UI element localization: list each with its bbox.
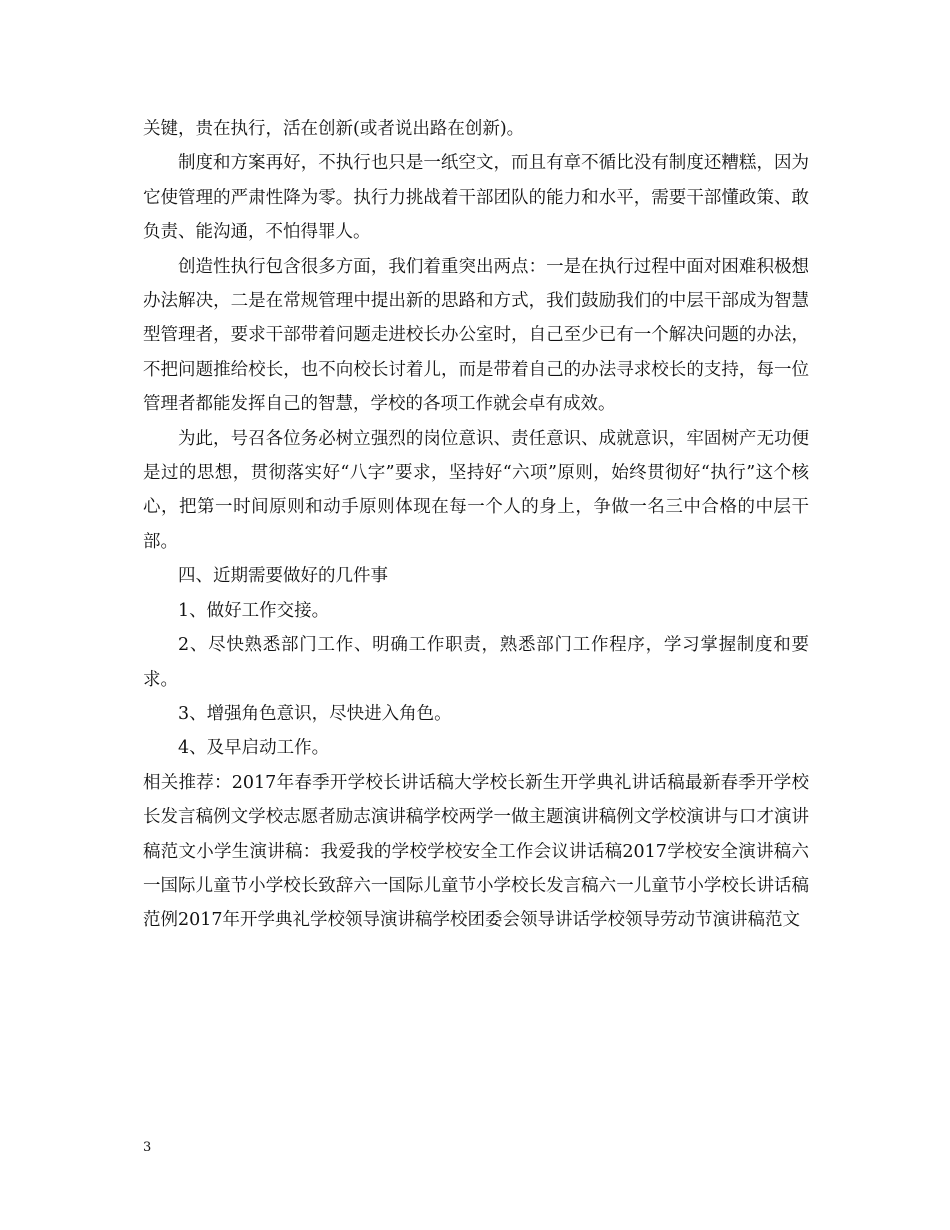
list-item-2: 2、尽快熟悉部门工作、明确工作职责，熟悉部门工作程序，学习掌握制度和要求。: [143, 635, 809, 690]
paragraph-system-execution: 制度和方案再好，不执行也只是一纸空文，而且有章不循比没有制度还糟糕，因为它使管理的严肃性降为零。执行力挑战着干部团队的能力和水平，需要干部懂政策、敢负责、能沟通，不怕得罪人。: [143, 153, 809, 243]
list-item-1: 1、做好工作交接。: [178, 600, 330, 621]
paragraph-creative-execution: 创造性执行包含很多方面，我们着重突出两点：一是在执行过程中面对困难积极想办法解决，二是在常规管理中提出新的思路和方式，我们鼓励我们的中层干部成为智慧型管理者，要求干部带着问题走进校长办公室时，自己至少已有一个解决问题的办法，不把问题推给校长，也不向校长讨着儿，而是带着自己的办法寻求校长的支持，每一位管理者都能发挥自己的智慧，学校的各项工作就会卓有成效。: [143, 256, 809, 415]
paragraph-continuation: 关键，贵在执行，活在创新(或者说出路在创新)。: [143, 119, 525, 139]
page-number: 3: [143, 1140, 152, 1155]
list-item-4: 4、及早启动工作。: [178, 738, 330, 759]
section-heading-recent-tasks: 四、近期需要做好的几件事: [178, 566, 388, 587]
document-page: [143, 112, 809, 938]
related-recommendations: 相关推荐：2017年春季开学校长讲话稿大学校长新生开学典礼讲话稿最新春季开学校长发言稿例文学校志愿者励志演讲稿学校两学一做主题演讲稿例文学校演讲与口才演讲稿范文小学生演讲稿：我爱我的学校学校安全工作会议讲话稿2017学校安全演讲稿六一国际儿童节小学校长致辞六一国际儿童节小学校长发言稿六一儿童节小学校长讲话稿范例2017年开学典礼学校领导演讲稿学校团委会领导讲话学校领导劳动节演讲稿范文: [143, 772, 809, 931]
paragraph-call-to-action: 为此，号召各位务必树立强烈的岗位意识、责任意识、成就意识，牢固树产无功便是过的思想，贯彻落实好“八字”要求，坚持好“六项”原则，始终贯彻好“执行”这个核心，把第一时间原则和动手原则体现在每一个人的身上，争做一名三中合格的中层干部。: [143, 428, 809, 552]
list-item-3: 3、增强角色意识，尽快进入角色。: [178, 703, 452, 724]
